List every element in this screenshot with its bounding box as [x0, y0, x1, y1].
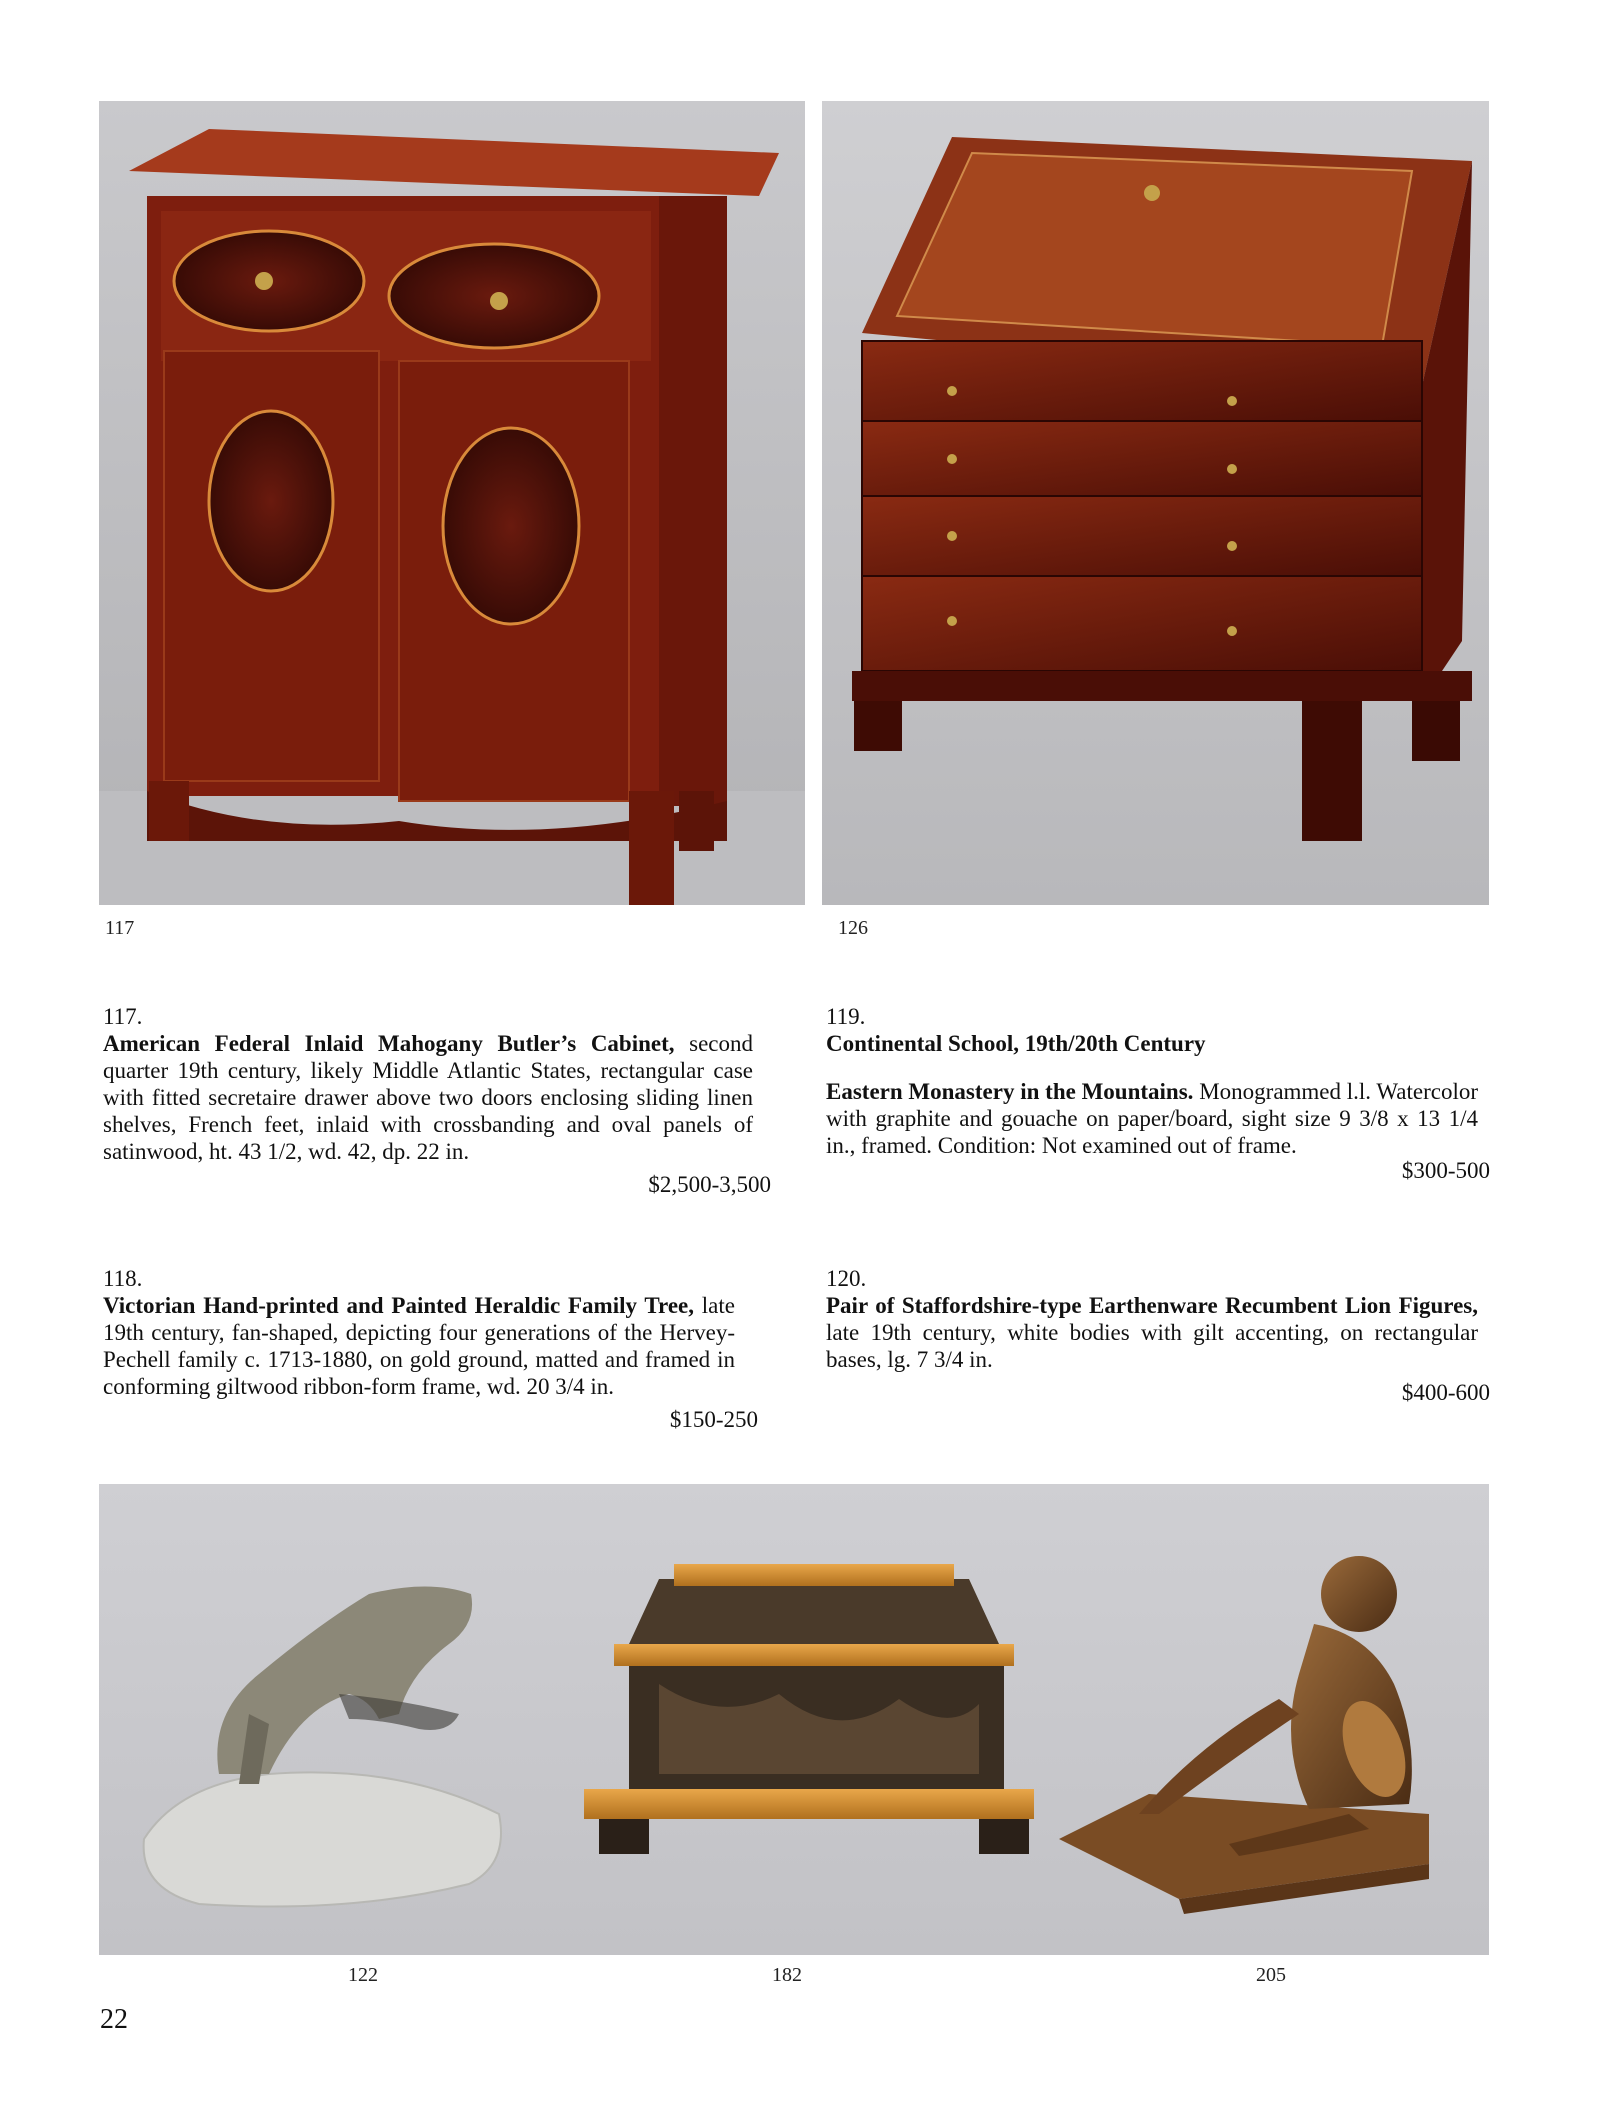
lot-body: second quarter 19th century, likely Middle Atlantic States, rectangular case with fitted secretaire drawer above two doors enclosing sliding linen shelves, French feet, inlaid with crossbanding and oval panels of satinwood, ht. 43 1/2, wd. 42, dp. 22 in. — [103, 1031, 754, 1164]
lot-estimate: $400-600 — [1401, 1380, 1490, 1405]
lot-heading: Continental School, 19th/20th Century — [826, 1031, 1206, 1056]
lot-estimate: $2,500-3,500 — [648, 1172, 771, 1197]
bureau-photo-caption: 126 — [838, 917, 868, 939]
objects-caption-3: 205 — [1256, 1964, 1286, 1986]
lot-estimate: $150-250 — [669, 1407, 758, 1432]
page-number: 22 — [100, 2004, 128, 2035]
lot-estimate: $300-500 — [1401, 1158, 1490, 1183]
lot-body: late 19th century, white bodies with gilt accenting, on rectangular bases, lg. 7 3/4 in. — [826, 1320, 1478, 1372]
lot-title: Pair of Staffordshire-type Earthenware Recumbent Lion Figures, — [826, 1293, 1478, 1318]
lot-description — [103, 1030, 753, 1165]
lot-number: 119. — [826, 1004, 866, 1029]
lot-number: 120. — [826, 1266, 867, 1291]
objects-caption-1: 122 — [348, 1964, 378, 1986]
lot-description — [103, 1292, 735, 1400]
lot-120 — [826, 1265, 1490, 1406]
lot-title: American Federal Inlaid Mahogany Butler’s Cabinet, — [103, 1031, 675, 1056]
lot-number: 117. — [103, 1004, 143, 1029]
cabinet-photo — [99, 101, 805, 905]
lot-body: Monogrammed l.l. Watercolor with graphite and gouache on paper/board, sight size 9 3/8 x 13 1/4 in., framed. Condition: Not examined out of frame. — [826, 1079, 1478, 1158]
lot-description — [826, 1078, 1478, 1159]
lot-body: late 19th century, fan-shaped, depicting four generations of the Hervey-Pechell family c. 1713-1880, on gold ground, matted and framed in conforming giltwood ribbon-form frame, wd. 20 3/4 in. — [103, 1293, 735, 1399]
objects-caption-2: 182 — [772, 1964, 802, 1986]
cabinet-photo-caption: 117 — [105, 917, 135, 939]
objects-photo — [99, 1484, 1489, 1955]
lot-number: 118. — [103, 1266, 143, 1291]
lot-119 — [826, 1003, 1490, 1184]
bureau-photo — [822, 101, 1489, 905]
lot-title: Eastern Monastery in the Mountains. — [826, 1079, 1194, 1104]
lot-117 — [103, 1003, 771, 1198]
lot-description — [826, 1292, 1478, 1373]
lot-118 — [103, 1265, 758, 1433]
lot-title: Victorian Hand-printed and Painted Heraldic Family Tree, — [103, 1293, 694, 1318]
